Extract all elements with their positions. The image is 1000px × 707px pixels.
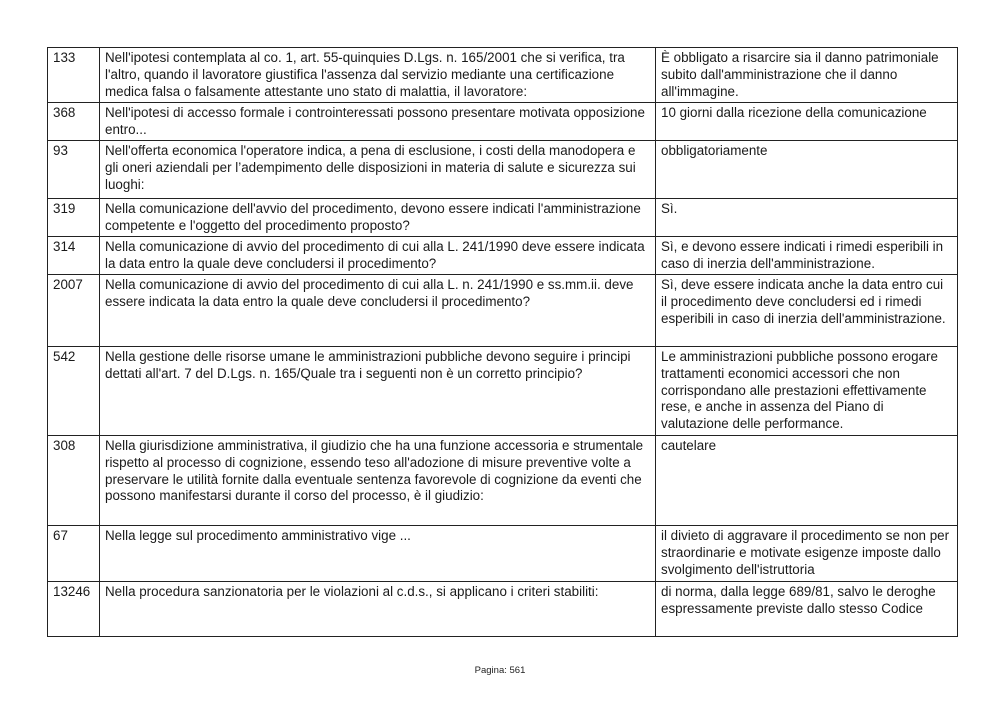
question-cell: Nella gestione delle risorse umane le amministrazioni pubbliche devono seguire i principi dettati all'art. 7 del D.Lgs. n. 165/Quale tra i seguenti non è un corretto principio? <box>100 347 656 436</box>
question-cell: Nella giurisdizione amministrativa, il giudizio che ha una funzione accessoria e strumentale rispetto al processo di cognizione, essendo teso all'adozione di misure preventive volte a preservare le utilità fornite dalla eventuale sentenza favorevole di cognizione da eventi che possono manifestarsi durante il corso del processo, è il giudizio: <box>100 436 656 526</box>
table-row <box>48 436 958 526</box>
row-id-cell: 319 <box>48 199 100 237</box>
answer-cell: il divieto di aggravare il procedimento se non per straordinarie e motivate esigenze imposte dallo svolgimento dell'istruttoria <box>656 526 958 582</box>
row-id-cell: 2007 <box>48 275 100 347</box>
row-id-cell: 314 <box>48 237 100 275</box>
question-cell: Nella comunicazione di avvio del procedimento di cui alla L. 241/1990 deve essere indicata la data entro la quale deve concludersi il procedimento? <box>100 237 656 275</box>
qa-table <box>47 47 958 637</box>
row-id-cell: 308 <box>48 436 100 526</box>
answer-cell: È obbligato a risarcire sia il danno patrimoniale subito dall'amministrazione che il danno all'immagine. <box>656 48 958 103</box>
table-row <box>48 48 958 103</box>
row-id-cell: 67 <box>48 526 100 582</box>
question-cell: Nella procedura sanzionatoria per le violazioni al c.d.s., si applicano i criteri stabiliti: <box>100 582 656 637</box>
table-row <box>48 347 958 436</box>
answer-cell: Sì, deve essere indicata anche la data entro cui il procedimento deve concludersi ed i rimedi esperibili in caso di inerzia dell'amministrazione. <box>656 275 958 347</box>
question-cell: Nell'ipotesi contemplata al co. 1, art. 55-quinquies D.Lgs. n. 165/2001 che si verifica, tra l'altro, quando il lavoratore giustifica l'assenza dal servizio mediante una certificazione medica falsa o falsamente attestante uno stato di malattia, il lavoratore: <box>100 48 656 103</box>
table-row <box>48 141 958 199</box>
row-id-cell: 133 <box>48 48 100 103</box>
table-row <box>48 526 958 582</box>
table-row <box>48 275 958 347</box>
page-number: Pagina: 561 <box>474 665 526 676</box>
table-row <box>48 582 958 637</box>
row-id-cell: 13246 <box>48 582 100 637</box>
answer-cell: obbligatoriamente <box>656 141 958 199</box>
row-id-cell: 368 <box>48 103 100 141</box>
table-row <box>48 103 958 141</box>
question-cell: Nell'offerta economica l'operatore indica, a pena di esclusione, i costi della manodopera e gli oneri aziendali per l’adempimento delle disposizioni in materia di salute e sicurezza sui luoghi: <box>100 141 656 199</box>
question-cell: Nell'ipotesi di accesso formale i controinteressati possono presentare motivata opposizione entro... <box>100 103 656 141</box>
answer-cell: 10 giorni dalla ricezione della comunicazione <box>656 103 958 141</box>
answer-cell: Le amministrazioni pubbliche possono erogare trattamenti economici accessori che non corrispondano alle prestazioni effettivamente rese, e anche in assenza del Piano di valutazione delle performance. <box>656 347 958 436</box>
row-id-cell: 93 <box>48 141 100 199</box>
row-id-cell: 542 <box>48 347 100 436</box>
table-row <box>48 237 958 275</box>
question-cell: Nella legge sul procedimento amministrativo vige ... <box>100 526 656 582</box>
answer-cell: Sì, e devono essere indicati i rimedi esperibili in caso di inerzia dell'amministrazione. <box>656 237 958 275</box>
answer-cell: di norma, dalla legge 689/81, salvo le deroghe espressamente previste dallo stesso Codice <box>656 582 958 637</box>
question-cell: Nella comunicazione di avvio del procedimento di cui alla L. n. 241/1990 e ss.mm.ii. deve essere indicata la data entro la quale deve concludersi il procedimento? <box>100 275 656 347</box>
table-row <box>48 199 958 237</box>
answer-cell: cautelare <box>656 436 958 526</box>
question-cell: Nella comunicazione dell'avvio del procedimento, devono essere indicati l'amministrazione competente e l'oggetto del procedimento proposto? <box>100 199 656 237</box>
answer-cell: Sì. <box>656 199 958 237</box>
